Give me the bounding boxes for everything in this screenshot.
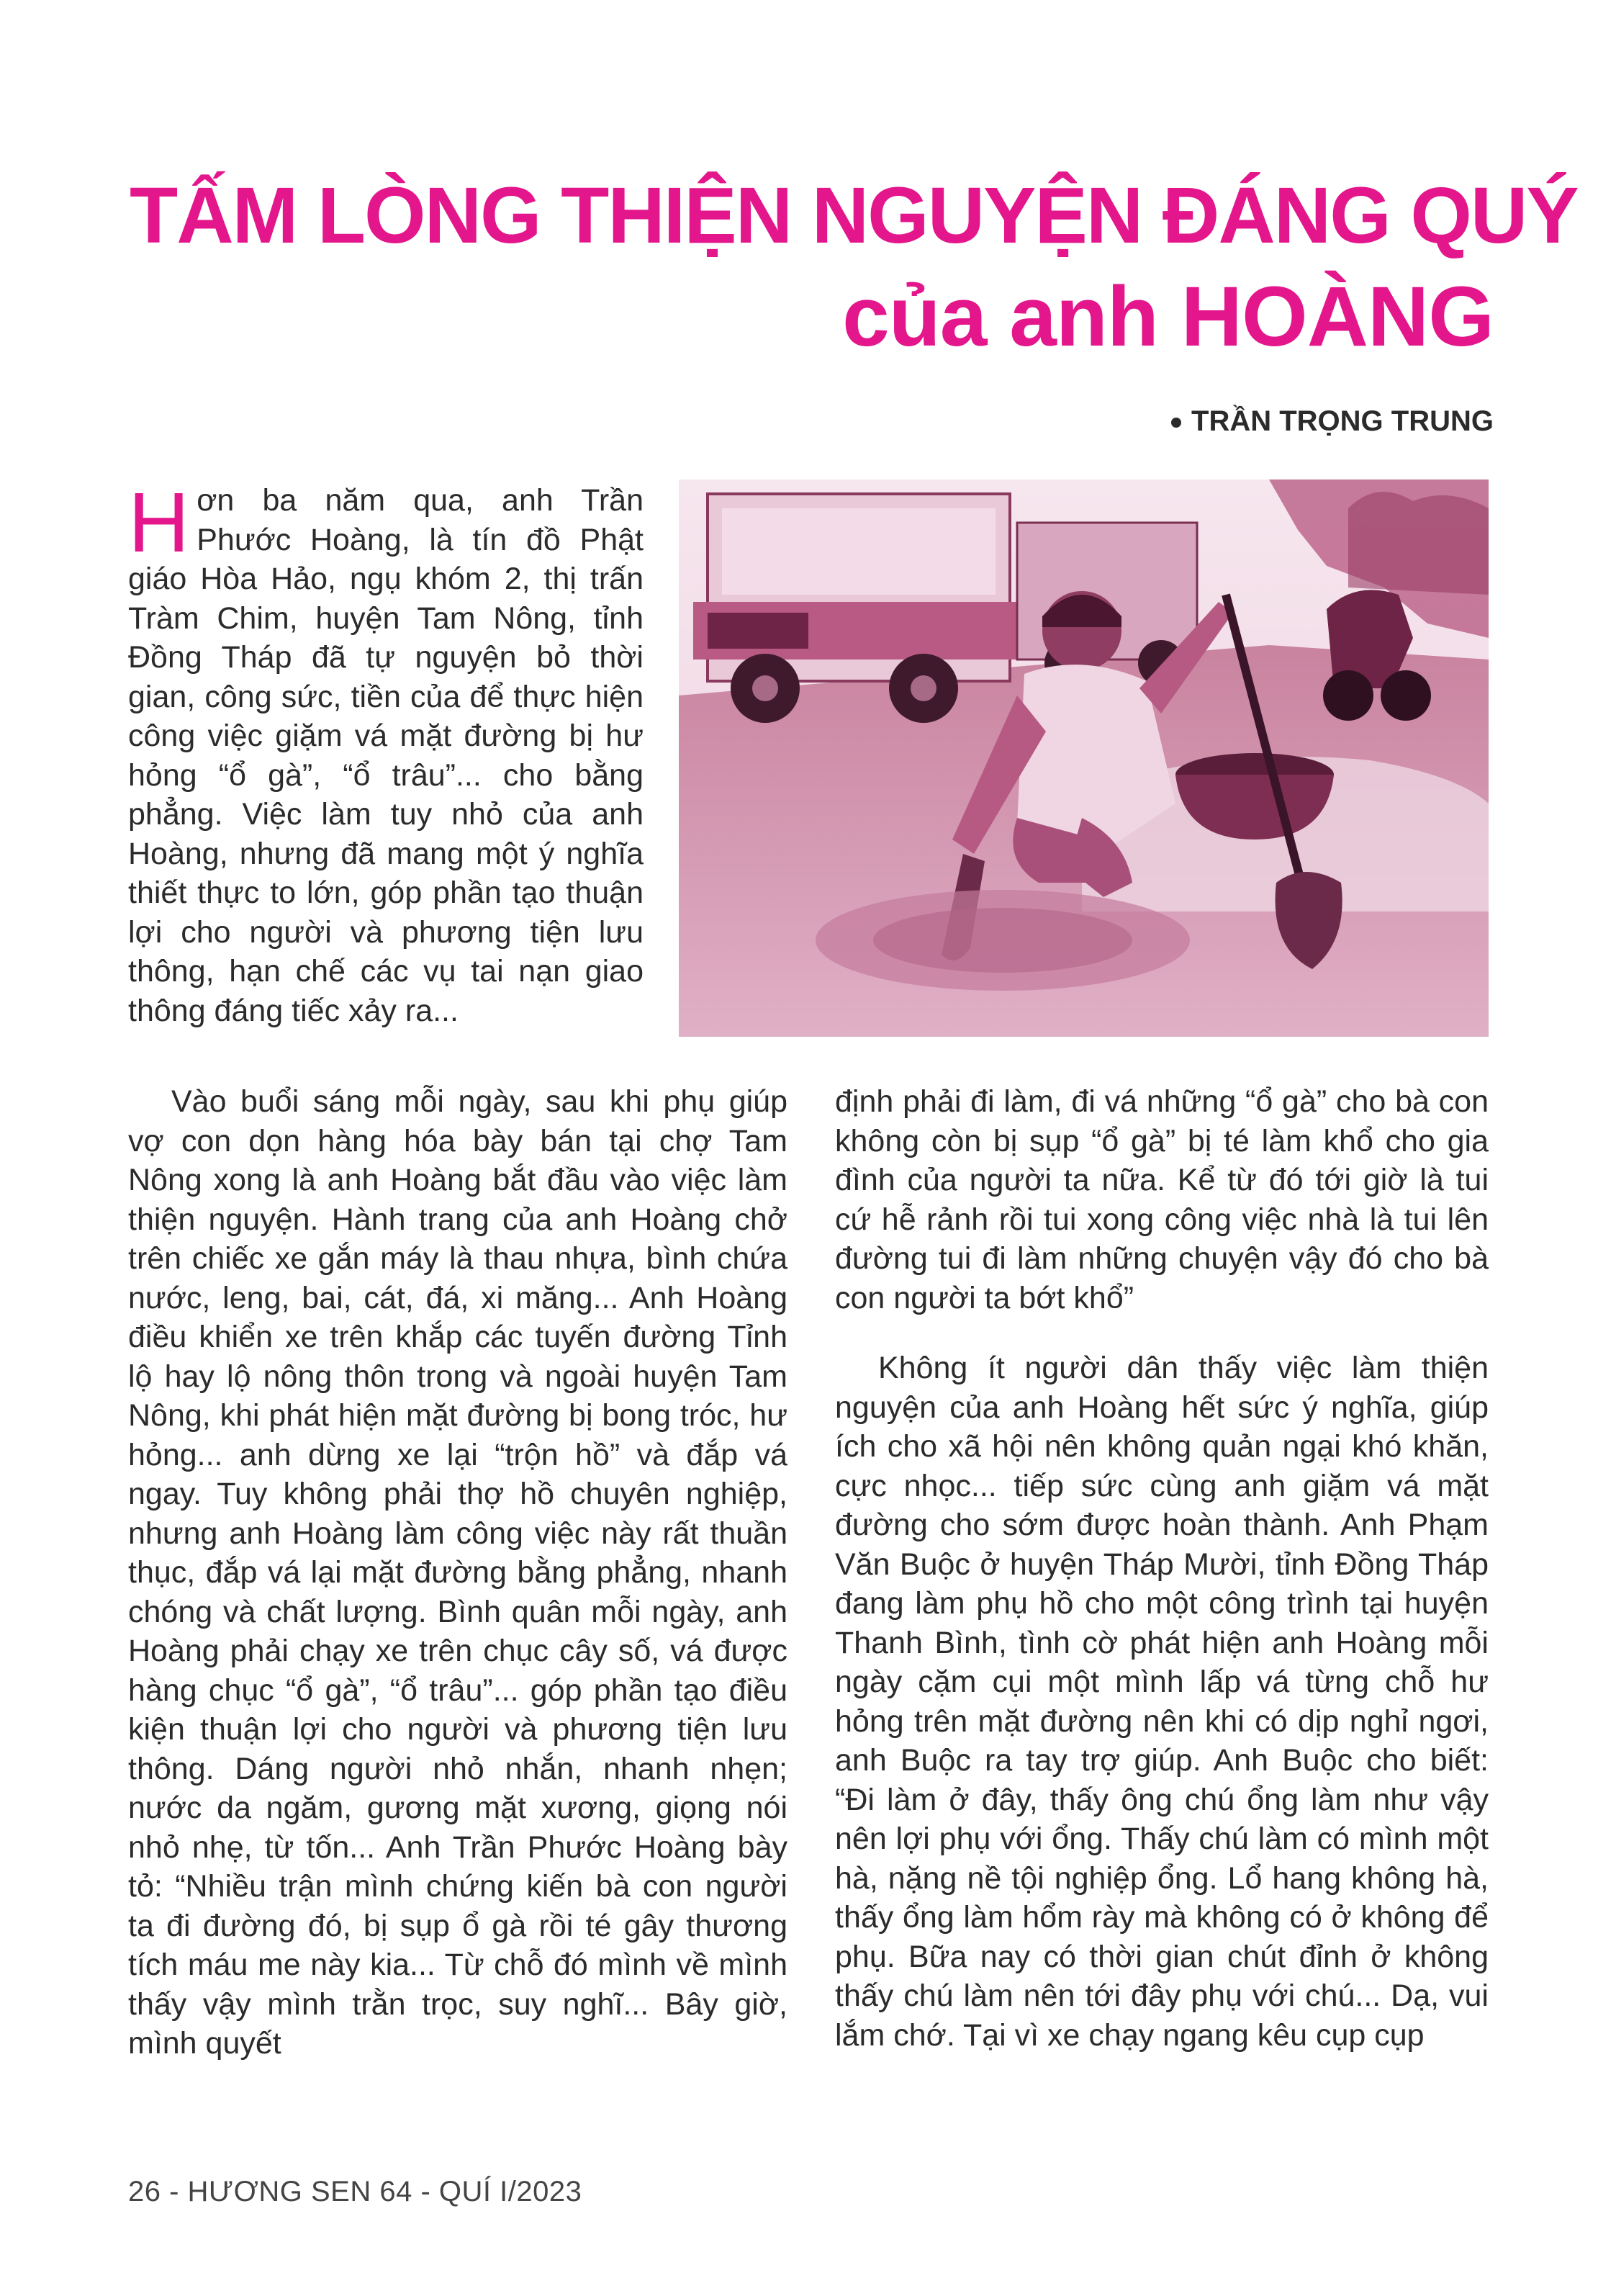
body-left-column: Vào buổi sáng mỗi ngày, sau khi phụ giúp vợ con dọn hàng hóa bày bán tại chợ Tam Nông xong là anh Hoàng bắt đầu vào việc làm thiện nguyện. Hành trang của anh Hoàng chở trên chiếc xe gắn máy là thau nhựa, bình chứa nước, leng, bai, cát, đá, xi măng... Anh Hoàng điều khiển xe trên khắp các tuyến đường Tỉnh lộ hay lộ nông thôn trong và ngoài huyện Tam Nông, khi phát hiện mặt đường bị bong tróc, hư hỏng... anh dừng xe lại “trộn hồ” và đắp vá ngay. Tuy không phải thợ hồ chuyên nghiệp, nhưng anh Hoàng làm công việc này rất thuần thục, đắp vá lại mặt đường bằng phẳng, nhanh chóng và chất lượng. Bình quân mỗi ngày, anh Hoàng phải chạy xe trên chục cây số, vá được hàng chục “ổ gà”, “ổ trâu”... góp phần tạo điều kiện thuận lợi cho người và phương tiện lưu thông. Dáng người nhỏ nhắn, nhanh nhẹn; nước da ngăm, gương mặt xương, giọng nói nhỏ nhẹ, từ tốn... Anh Trần Phước Hoàng bày tỏ: “Nhiều trận mình chứng kiến bà con người ta đi đường đó, bị sụp ổ gà rồi té gây thương tích máu me này kia... Từ chỗ đó mình về mình thấy vậy mình trằn trọc, suy nghĩ... Bây giờ, mình quyết — [128, 1084, 787, 2061]
article-photo — [679, 480, 1489, 1037]
intro-text: ơn ba năm qua, anh Trần Phước Hoàng, là tín đồ Phật giáo Hòa Hảo, ngụ khóm 2, thị trấn Tràm Chim, huyện Tam Nông, tỉnh Đồng Tháp đã tự nguyện bỏ thời gian, công sức, tiền của để thực hiện công việc giặm vá mặt đường bị hư hỏng “ổ gà”, “ổ trâu”... cho bằng phẳng. Việc làm tuy nhỏ của anh Hoàng, nhưng đã mang một ý nghĩa thiết thực to lớn, góp phần tạo thuận lợi cho người và phương tiện lưu thông, hạn chế các vụ tai nạn giao thông đáng tiếc xảy ra... — [128, 483, 644, 1028]
photo-man-patching-road — [679, 480, 1489, 1037]
author-name: TRẦN TRỌNG TRUNG — [1191, 405, 1494, 437]
body-right-paragraph-1: định phải đi làm, đi vá những “ổ gà” cho bà con không còn bị sụp “ổ gà” bị té làm khổ cho gia đình của người ta nữa. Kể từ đó tới giờ là tui cứ hễ rảnh rồi tui xong công việc nhà là tui lên đường tui đi làm những chuyện vậy đó cho bà con người ta bớt khổ” — [835, 1084, 1489, 1315]
page-folio: 26 - HƯƠNG SEN 64 - QUÍ I/2023 — [128, 2176, 582, 2207]
bullet-icon — [1171, 418, 1181, 428]
body-right-paragraph-2: Không ít người dân thấy việc làm thiện nguyện của anh Hoàng hết sức ý nghĩa, giúp ích cho xã hội nên không quản ngại khó khăn, cực nhọc... tiếp sức cùng anh giặm vá mặt đường cho sớm được hoàn thành. Anh Phạm Văn Buộc ở huyện Tháp Mười, tỉnh Đồng Tháp đang làm phụ hồ cho một công trình tại huyện Thanh Bình, tình cờ phát hiện anh Hoàng mỗi ngày cặm cụi một mình lấp vá từng chỗ hư hỏng trên mặt đường nên khi có dịp nghỉ ngơi, anh Buộc ra tay trợ giúp. Anh Buộc cho biết: “Đi làm ở đây, thấy ông chú ổng làm như vậy nên lợi phụ với ổng. Thấy chú làm có mình một hà, nặng nề tội nghiệp ổng. Lổ hang không hà, thấy ổng làm hổm rày mà không có ở không để phụ. Bữa nay có thời gian chút đỉnh ở không thấy chú làm nên tới đây phụ với chú... Dạ, vui lắm chớ. Tại vì xe chạy ngang kêu cụp cụp — [835, 1351, 1489, 2053]
article-title-line-1: TẤM LÒNG THIỆN NGUYỆN ĐÁNG QUÝ — [130, 171, 1578, 260]
intro-paragraph — [128, 475, 644, 1030]
article-title-line-2: của anh HOÀNG — [842, 269, 1494, 364]
drop-cap: H — [128, 475, 190, 570]
author-byline — [1171, 405, 1494, 438]
